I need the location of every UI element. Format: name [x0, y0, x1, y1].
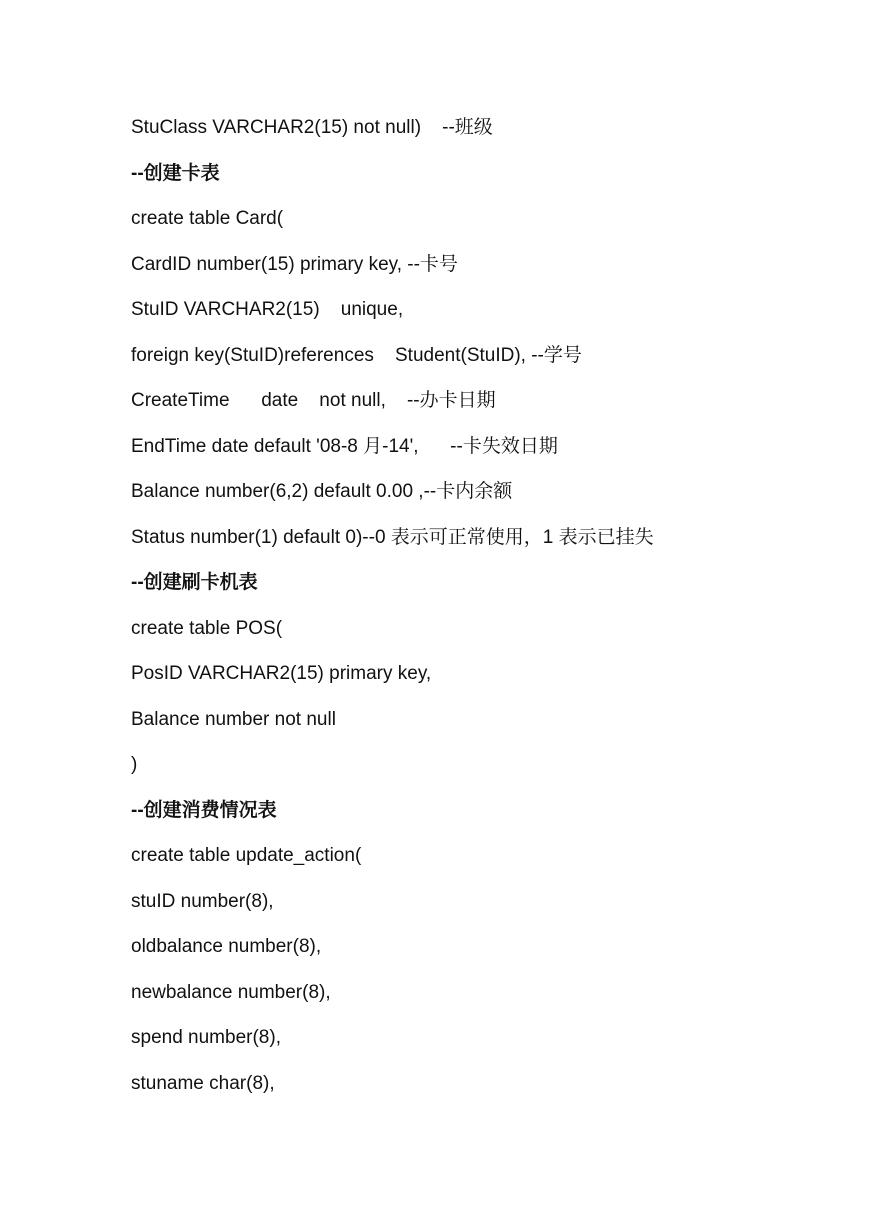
code-line: stuname char(8),: [131, 1072, 275, 1094]
document-body: [131, 115, 831, 1116]
code-line: StuID VARCHAR2(15) unique,: [131, 299, 404, 320]
code-line: PosID VARCHAR2(15) primary key,: [131, 663, 432, 684]
code-line: CardID number(15) primary key, --卡号: [131, 253, 458, 275]
code-line: stuID number(8),: [131, 890, 274, 912]
code-line: newbalance number(8),: [131, 981, 331, 1003]
code-line: oldbalance number(8),: [131, 936, 322, 957]
code-line: EndTime date default '08-8 月-14', --卡失效日期: [131, 435, 558, 457]
code-line: CreateTime date not null, --办卡日期: [131, 390, 496, 411]
code-line: Balance number(6,2) default 0.00 ,--卡内余额: [131, 481, 513, 502]
section-heading: --创建刷卡机表: [131, 572, 258, 593]
code-line: create table update_action(: [131, 845, 362, 866]
code-line: foreign key(StuID)references Student(StuID), --学号: [131, 344, 582, 366]
code-line: ): [131, 754, 138, 775]
code-line: Balance number not null: [131, 708, 336, 730]
section-heading: --创建卡表: [131, 162, 220, 184]
code-line: StuClass VARCHAR2(15) not null) --班级: [131, 117, 493, 138]
code-line: spend number(8),: [131, 1027, 281, 1048]
code-line: Status number(1) default 0)--0 表示可正常使用，1 表示已挂失: [131, 526, 654, 548]
section-heading: --创建消费情况表: [131, 799, 277, 821]
code-line: create table POS(: [131, 617, 283, 639]
code-line: create table Card(: [131, 208, 284, 229]
